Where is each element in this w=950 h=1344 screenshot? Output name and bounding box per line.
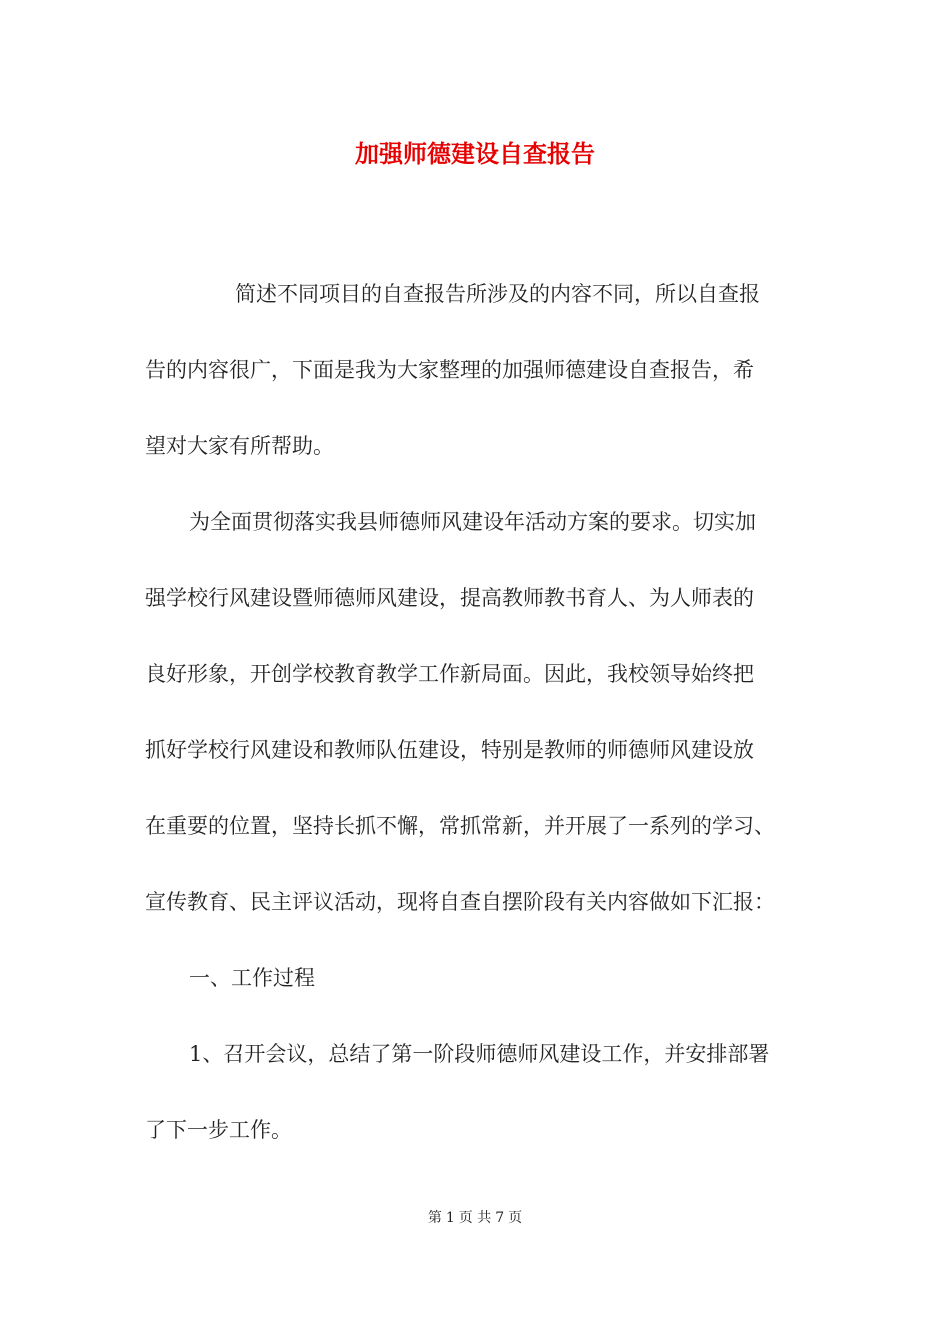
paragraph-line: 简述不同项目的自查报告所涉及的内容不同，所以自查报 [235,282,760,306]
paragraph-intro [145,275,810,503]
paragraph-line: 在重要的位置，坚持长抓不懈，常抓常新，并开展了一系列的学习、 [145,814,775,838]
footer-middle: 页 共 [458,1210,492,1226]
paragraph-line: 1、召开会议，总结了第一阶段师德师风建设工作，并安排部署 [189,1042,770,1066]
section-heading [145,959,810,1035]
paragraph-line: 宣传教育、民主评议活动，现将自查自摆阶段有关内容做如下汇报： [145,890,775,914]
paragraph-item-1 [145,1035,810,1149]
paragraph-line: 为全面贯彻落实我县师德师风建设年活动方案的要求。切实加 [189,510,756,534]
paragraph-line: 良好形象，开创学校教育教学工作新局面。因此，我校领导始终把 [145,662,754,686]
paragraph-line: 望对大家有所帮助。 [145,434,334,458]
paragraph-line: 强学校行风建设暨师德师风建设，提高教师教书育人、为人师表的 [145,586,754,610]
footer-total-pages: 7 [495,1210,505,1226]
document-title: 加强师德建设自查报告 [355,139,595,168]
paragraph-line: 抓好学校行风建设和教师队伍建设，特别是教师的师德师风建设放 [145,738,754,762]
paragraph-main [145,503,810,959]
section-heading-line: 一、工作过程 [189,966,315,990]
paragraph-line: 了下一步工作。 [145,1118,292,1142]
document-body [145,275,810,1149]
footer-prefix: 第 [427,1210,442,1226]
page-footer [0,1208,950,1228]
paragraph-line: 告的内容很广，下面是我为大家整理的加强师德建设自查报告，希 [145,358,754,382]
footer-current-page: 1 [445,1210,455,1226]
footer-suffix: 页 [508,1210,523,1226]
